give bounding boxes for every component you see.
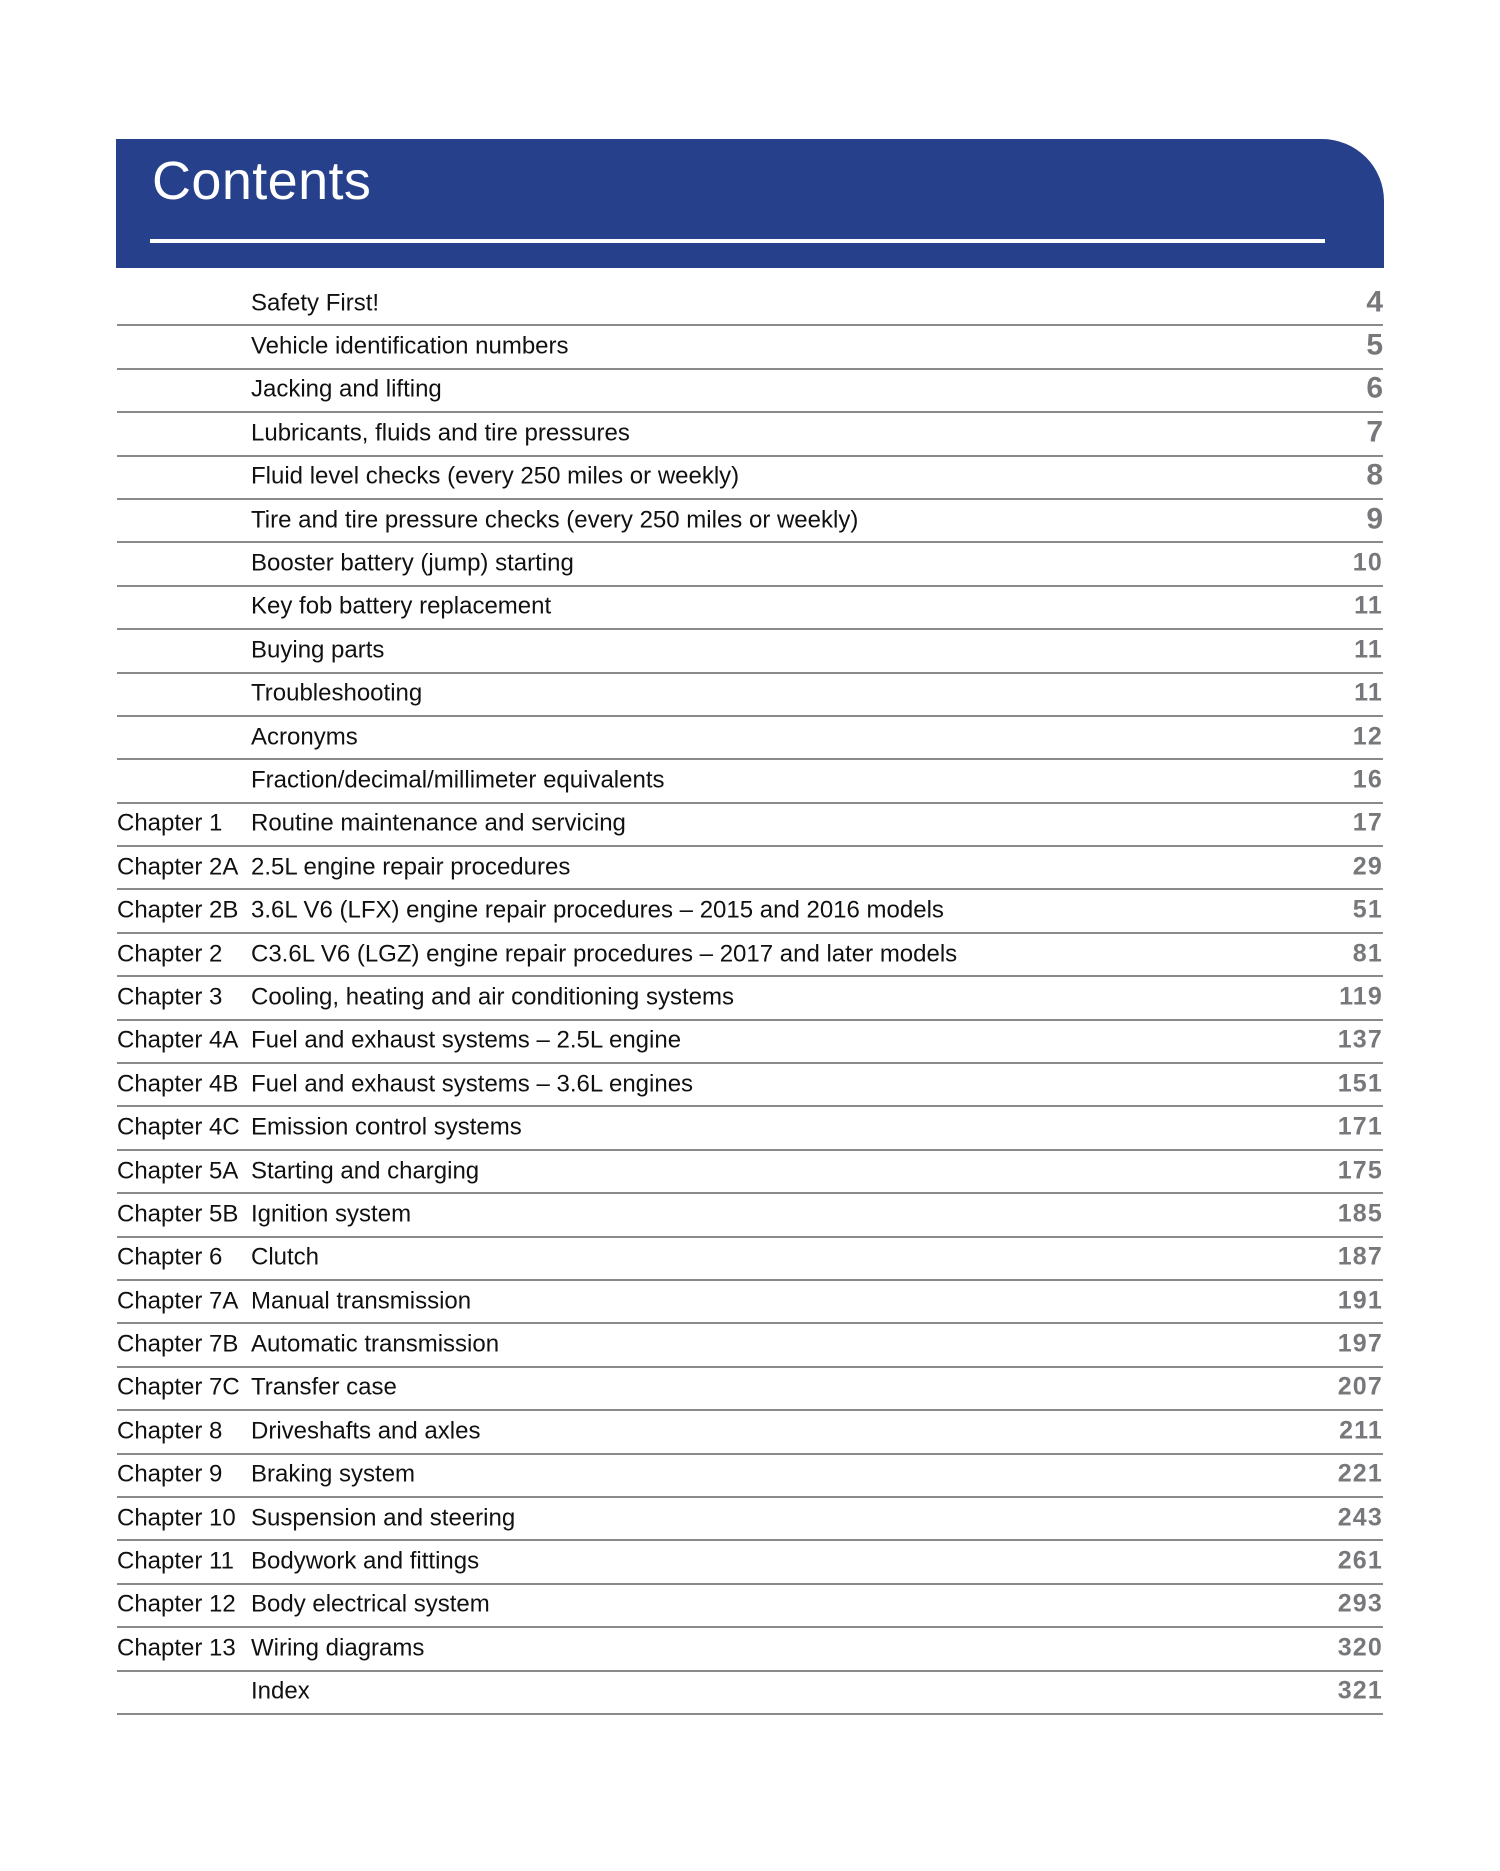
page-number: 221 (1337, 1459, 1383, 1488)
table-row[interactable] (117, 500, 1383, 543)
entry-title: Bodywork and fittings (251, 1547, 480, 1575)
page-number: 119 (1339, 982, 1383, 1011)
page-number: 171 (1337, 1112, 1383, 1141)
page-number: 29 (1352, 852, 1383, 881)
page-number: 197 (1337, 1329, 1383, 1358)
table-row[interactable] (117, 457, 1383, 500)
chapter-label: Chapter 5B (117, 1200, 239, 1228)
entry-title: Vehicle identification numbers (251, 332, 569, 360)
table-row[interactable] (117, 1324, 1383, 1367)
page-number: 11 (1354, 678, 1383, 707)
chapter-label: Chapter 5A (117, 1156, 239, 1184)
entry-title: 2.5L engine repair procedures (251, 853, 571, 881)
entry-title: Ignition system (251, 1200, 412, 1228)
table-row[interactable] (117, 717, 1383, 760)
page-number: 243 (1337, 1502, 1383, 1531)
table-row[interactable] (117, 1238, 1383, 1281)
page-number: 16 (1352, 765, 1383, 794)
chapter-label: Chapter 3 (117, 983, 223, 1011)
chapter-label: Chapter 4B (117, 1070, 239, 1098)
page-number: 321 (1337, 1676, 1383, 1705)
page-number: 81 (1352, 938, 1383, 967)
entry-title: Fluid level checks (every 250 miles or weekly) (251, 462, 740, 490)
page-number: 211 (1339, 1416, 1383, 1445)
table-row[interactable] (117, 1281, 1383, 1324)
entry-title: Fuel and exhaust systems – 3.6L engines (251, 1070, 694, 1098)
chapter-label: Chapter 9 (117, 1460, 223, 1488)
page-number: 7 (1366, 415, 1383, 449)
chapter-label: Chapter 7C (117, 1373, 240, 1401)
table-row[interactable] (117, 934, 1383, 977)
table-row[interactable] (117, 1672, 1383, 1715)
table-row[interactable] (117, 890, 1383, 933)
entry-title: Buying parts (251, 636, 385, 664)
table-row[interactable] (117, 1585, 1383, 1628)
table-row[interactable] (117, 1541, 1383, 1584)
entry-title: C3.6L V6 (LGZ) engine repair procedures – 2017 and later models (251, 939, 958, 967)
table-row[interactable] (117, 760, 1383, 803)
entry-title: Safety First! (251, 289, 380, 317)
table-row[interactable] (117, 370, 1383, 413)
table-row[interactable] (117, 1021, 1383, 1064)
table-row[interactable] (117, 1194, 1383, 1237)
table-row[interactable] (117, 1628, 1383, 1671)
entry-title: Emission control systems (251, 1113, 522, 1141)
page-number: 175 (1337, 1155, 1383, 1184)
chapter-label: Chapter 13 (117, 1634, 236, 1662)
entry-title: Driveshafts and axles (251, 1417, 481, 1445)
table-row[interactable] (117, 1064, 1383, 1107)
page-number: 191 (1337, 1286, 1383, 1315)
chapter-label: Chapter 4C (117, 1113, 240, 1141)
entry-title: Body electrical system (251, 1590, 490, 1618)
entry-title: Automatic transmission (251, 1330, 500, 1358)
table-row[interactable] (117, 1151, 1383, 1194)
entry-title: Index (251, 1677, 310, 1705)
chapter-label: Chapter 8 (117, 1417, 223, 1445)
contents-header-banner (116, 139, 1384, 268)
chapter-label: Chapter 6 (117, 1243, 223, 1271)
chapter-label: Chapter 10 (117, 1504, 236, 1532)
entry-title: Cooling, heating and air conditioning systems (251, 983, 734, 1011)
table-row[interactable] (117, 283, 1383, 326)
entry-title: Fuel and exhaust systems – 2.5L engine (251, 1026, 682, 1054)
chapter-label: Chapter 2 (117, 939, 223, 967)
chapter-label: Chapter 1 (117, 809, 223, 837)
entry-title: Wiring diagrams (251, 1634, 425, 1662)
entry-title: Transfer case (251, 1373, 397, 1401)
entry-title: Braking system (251, 1460, 416, 1488)
page-number: 10 (1352, 548, 1383, 577)
entry-title: Clutch (251, 1243, 320, 1271)
page-number: 51 (1352, 895, 1383, 924)
table-row[interactable] (117, 804, 1383, 847)
table-row[interactable] (117, 1107, 1383, 1150)
page-title: Contents (152, 151, 372, 211)
entry-title: Acronyms (251, 723, 358, 751)
page-number: 137 (1337, 1025, 1383, 1054)
page-number: 207 (1337, 1372, 1383, 1401)
entry-title: Suspension and steering (251, 1504, 516, 1532)
table-row[interactable] (117, 847, 1383, 890)
chapter-label: Chapter 2B (117, 896, 239, 924)
table-row[interactable] (117, 413, 1383, 456)
table-row[interactable] (117, 1411, 1383, 1454)
page-number: 17 (1352, 808, 1383, 837)
page-number: 6 (1366, 372, 1383, 406)
entry-title: Booster battery (jump) starting (251, 549, 574, 577)
chapter-label: Chapter 4A (117, 1026, 239, 1054)
chapter-label: Chapter 2A (117, 853, 239, 881)
entry-title: Routine maintenance and servicing (251, 809, 626, 837)
page-number: 261 (1337, 1546, 1383, 1575)
entry-title: Fraction/decimal/millimeter equivalents (251, 766, 665, 794)
entry-title: Manual transmission (251, 1287, 472, 1315)
page-number: 12 (1352, 721, 1383, 750)
page-number: 185 (1337, 1199, 1383, 1228)
chapter-label: Chapter 12 (117, 1590, 236, 1618)
page-number: 151 (1337, 1069, 1383, 1098)
table-row[interactable] (117, 587, 1383, 630)
chapter-label: Chapter 11 (117, 1547, 234, 1575)
table-row[interactable] (117, 977, 1383, 1020)
page-number: 4 (1366, 285, 1383, 319)
page-number: 9 (1366, 502, 1383, 536)
chapter-label: Chapter 7A (117, 1287, 239, 1315)
entry-title: Jacking and lifting (251, 375, 442, 403)
page-number: 187 (1337, 1242, 1383, 1271)
table-row[interactable] (117, 1455, 1383, 1498)
page-number: 11 (1354, 591, 1383, 620)
table-row[interactable] (117, 543, 1383, 586)
entry-title: 3.6L V6 (LFX) engine repair procedures – 2015 and 2016 models (251, 896, 944, 924)
page-number: 5 (1366, 328, 1383, 362)
table-row[interactable] (117, 1368, 1383, 1411)
table-row[interactable] (117, 674, 1383, 717)
page-number: 11 (1354, 635, 1383, 664)
chapter-label: Chapter 7B (117, 1330, 239, 1358)
table-row[interactable] (117, 1498, 1383, 1541)
entry-title: Key fob battery replacement (251, 592, 552, 620)
entry-title: Starting and charging (251, 1156, 480, 1184)
entry-title: Troubleshooting (251, 679, 423, 707)
page-number: 293 (1337, 1589, 1383, 1618)
entry-title: Lubricants, fluids and tire pressures (251, 419, 630, 447)
table-row[interactable] (117, 630, 1383, 673)
header-divider-rule (150, 239, 1325, 243)
table-of-contents (117, 283, 1383, 1715)
page-number: 8 (1366, 458, 1383, 492)
page-number: 320 (1337, 1633, 1383, 1662)
table-row[interactable] (117, 326, 1383, 369)
entry-title: Tire and tire pressure checks (every 250 miles or weekly) (251, 506, 859, 534)
